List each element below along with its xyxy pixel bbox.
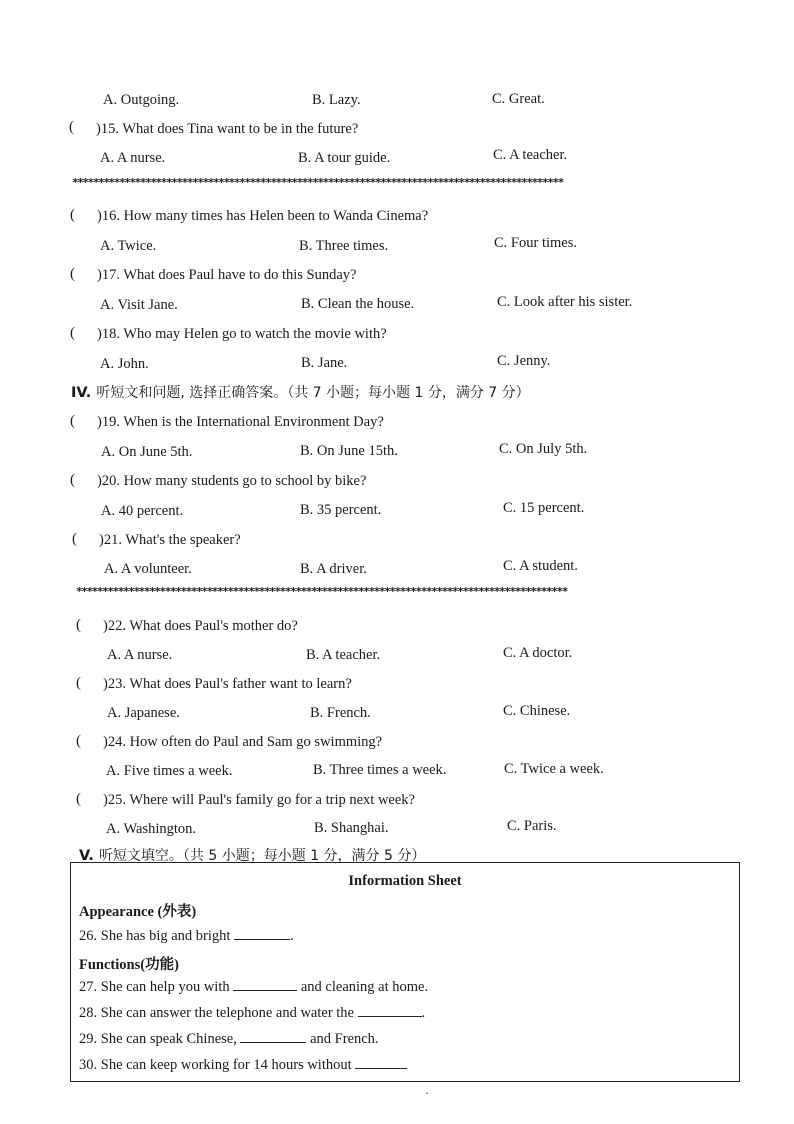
q30-blank[interactable] [355,1056,407,1069]
q30-line [79,1056,407,1074]
q27-line [79,978,428,996]
q20-option-b: B. 35 percent. [300,502,382,518]
q15-option-a: A. A nurse. [100,150,166,166]
q28-blank[interactable] [358,1004,422,1017]
q15-answer-paren[interactable]: ( [69,119,74,135]
q27-blank[interactable] [233,978,297,991]
q19-answer-paren[interactable]: ( [70,413,75,429]
q24-option-a: A. Five times a week. [106,763,233,779]
information-sheet [70,862,740,1082]
q19-question: )19. When is the International Environment Day? [97,414,384,430]
q24-answer-paren[interactable]: ( [76,733,81,749]
q14-option-a: A. Outgoing. [103,92,180,108]
section-iv-instructions: 听短文和问题, 选择正确答案。（共 7 小题；每小题 1 分，满分 7 分） [96,385,530,401]
q17-question: )17. What does Paul have to do this Sunday? [97,267,357,283]
q29-line [79,1030,379,1048]
appearance-heading: Appearance (外表) [79,904,197,920]
q15-question: )15. What does Tina want to be in the future? [96,121,359,137]
q25-option-c: C. Paris. [507,818,557,834]
q22-question: )22. What does Paul's mother do? [103,618,298,634]
q14-option-b: B. Lazy. [312,92,361,108]
q19-option-a: A. On June 5th. [101,444,193,460]
separator-1: ********************************************************************************************** [72,176,563,189]
q15-option-c: C. A teacher. [493,147,568,163]
q25-answer-paren[interactable]: ( [76,791,81,807]
q25-option-a: A. Washington. [106,821,196,837]
q23-option-a: A. Japanese. [107,705,180,721]
q16-answer-paren[interactable]: ( [70,207,75,223]
q21-option-b: B. A driver. [300,561,367,577]
q29-text-end: and French. [310,1031,379,1047]
q25-option-b: B. Shanghai. [314,820,389,836]
q26-line: 26. She has big and bright . [79,928,294,944]
q21-option-a: A. A volunteer. [104,561,192,577]
q18-question: )18. Who may Helen go to watch the movie with? [97,326,387,342]
section-iv-heading [71,382,530,402]
q18-answer-paren[interactable]: ( [70,325,75,341]
q16-option-b: B. Three times. [299,238,389,254]
q26-blank[interactable] [234,927,290,940]
q24-question: )24. How often do Paul and Sam go swimming? [103,734,383,750]
q25-question: )25. Where will Paul's family go for a trip next week? [103,792,415,808]
section-v-label: V. [79,848,94,864]
q18-option-a: A. John. [100,356,149,372]
q16-option-c: C. Four times. [494,235,577,251]
q22-option-c: C. A doctor. [503,645,573,661]
q27-text-start: 27. She can help you with [79,979,230,995]
q20-option-c: C. 15 percent. [503,500,585,516]
q20-option-a: A. 40 percent. [101,503,184,519]
q23-option-c: C. Chinese. [503,703,571,719]
q17-option-c: C. Look after his sister. [497,294,633,310]
q26-text: 26. She has big and bright [79,928,231,944]
section-v-instructions: 听短文填空。（共 5 小题；每小题 1 分，满分 5 分） [98,848,426,864]
q20-question: )20. How many students go to school by bike? [97,473,367,489]
q29-blank[interactable] [240,1030,306,1043]
q17-option-b: B. Clean the house. [301,296,415,312]
q21-answer-paren[interactable]: ( [72,531,77,547]
q19-option-c: C. On July 5th. [499,441,588,457]
q28-text: 28. She can answer the telephone and water the [79,1005,354,1021]
section-iv-label: IV. [71,385,92,401]
q24-option-c: C. Twice a week. [504,761,604,777]
q27-text-end: and cleaning at home. [300,979,429,995]
page-mark: · [425,1086,429,1100]
q14-option-c: C. Great. [492,91,545,107]
q24-option-b: B. Three times a week. [313,762,447,778]
q15-option-b: B. A tour guide. [298,150,391,166]
q21-question: )21. What's the speaker? [99,532,241,548]
q18-option-b: B. Jane. [301,355,348,371]
separator-2: ********************************************************************************************** [76,585,567,598]
q16-question: )16. How many times has Helen been to Wanda Cinema? [97,208,429,224]
q23-answer-paren[interactable]: ( [76,675,81,691]
q23-option-b: B. French. [310,705,371,721]
q19-option-b: B. On June 15th. [300,443,398,459]
q23-question: )23. What does Paul's father want to learn? [103,676,352,692]
q22-option-b: B. A teacher. [306,647,381,663]
q16-option-a: A. Twice. [100,238,157,254]
q29-text-start: 29. She can speak Chinese, [79,1031,237,1047]
q28-line: 28. She can answer the telephone and water the . [79,1005,426,1021]
q18-option-c: C. Jenny. [497,353,551,369]
q21-option-c: C. A student. [503,558,578,574]
q17-answer-paren[interactable]: ( [70,266,75,282]
q20-answer-paren[interactable]: ( [70,472,75,488]
q22-option-a: A. A nurse. [107,647,173,663]
q30-text: 30. She can keep working for 14 hours without [79,1057,352,1073]
q17-option-a: A. Visit Jane. [100,297,178,313]
q22-answer-paren[interactable]: ( [76,617,81,633]
information-sheet-title: Information Sheet [348,873,462,889]
functions-heading: Functions(功能) [79,957,179,973]
